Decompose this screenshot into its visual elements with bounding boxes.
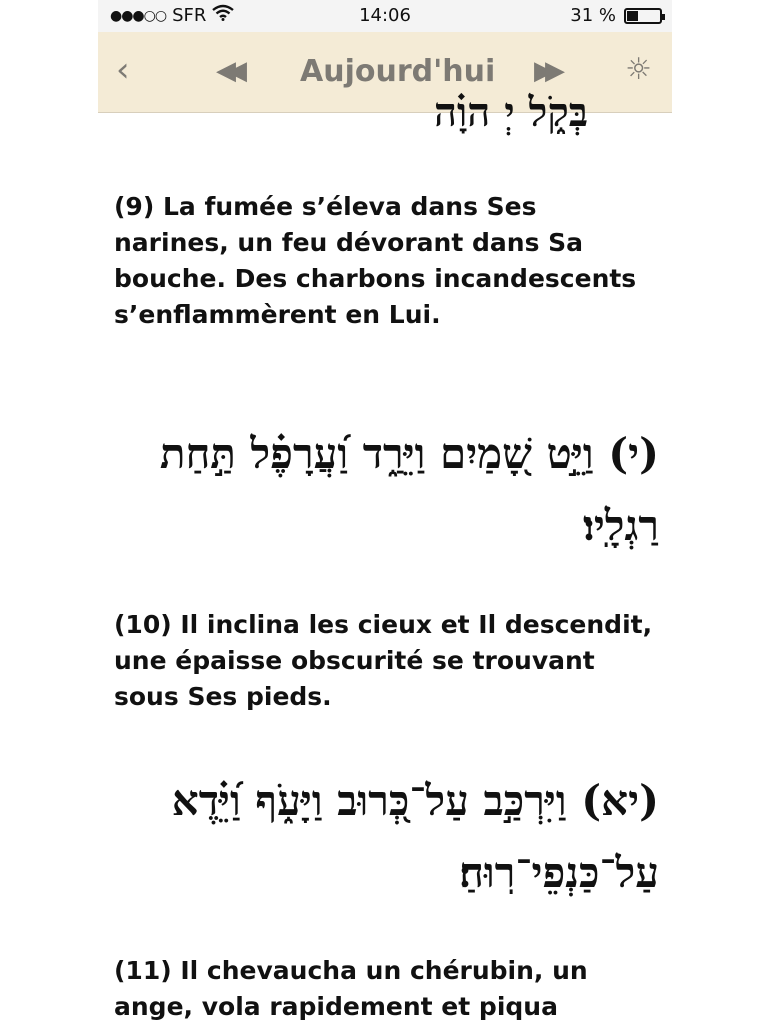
app-window — [98, 0, 672, 1024]
today-button[interactable]: Aujourd'hui — [300, 54, 496, 89]
battery-icon — [624, 8, 662, 24]
back-button[interactable] — [116, 52, 130, 88]
battery-level-fill — [627, 11, 638, 21]
hebrew-verse-11: (יא) וַיִּרְכַּ֣ב עַל־כְּ֭רוּב וַיָּעֹ֑ף וַ֝יֵּ֗דֶא עַל־כַּנְפֵי־רֽוּחַ׃ — [171, 776, 659, 897]
previous-icon: ◀◀ — [216, 56, 238, 86]
battery-percentage: 31 % — [570, 5, 616, 26]
status-time: 14:06 — [359, 5, 411, 26]
status-right — [570, 5, 662, 26]
text-content[interactable] — [98, 89, 672, 1024]
french-verse-11: (11) Il chevaucha un chérubin, un ange, vola rapidement et piqua — [114, 956, 588, 1021]
french-verse-10: (10) Il inclina les cieux et Il descendit, une épaisse obscurité se trouvant sous Ses pieds. — [114, 610, 653, 711]
signal-strength-icon: ●●●○○ — [110, 7, 167, 24]
gear-icon: ☼ — [625, 52, 652, 87]
next-button[interactable] — [534, 56, 556, 86]
chevron-left-icon: ‹ — [116, 50, 130, 90]
french-verse-9: (9) La fumée s’éleva dans Ses narines, un feu dévorant dans Sa bouche. Des charbons incandescents s’enflammèrent en Lui. — [114, 192, 637, 329]
previous-button[interactable] — [216, 56, 238, 86]
settings-button[interactable] — [625, 52, 652, 88]
carrier-name: SFR — [172, 5, 207, 26]
next-icon: ▶▶ — [534, 56, 556, 86]
hebrew-verse-10: (י) וַיֵּ֣ט שָׁ֭מַיִם וַיֵּרַ֑ד וַ֝עֲרָפֶ֗ל תַּ֣חַת רַגְלָֽיו׃ — [159, 429, 659, 550]
status-bar — [98, 0, 672, 32]
hebrew-verse-partial: בְּקֹ֑ל יְ הוָ֗ה — [434, 89, 588, 136]
screen-margin — [0, 0, 98, 1024]
